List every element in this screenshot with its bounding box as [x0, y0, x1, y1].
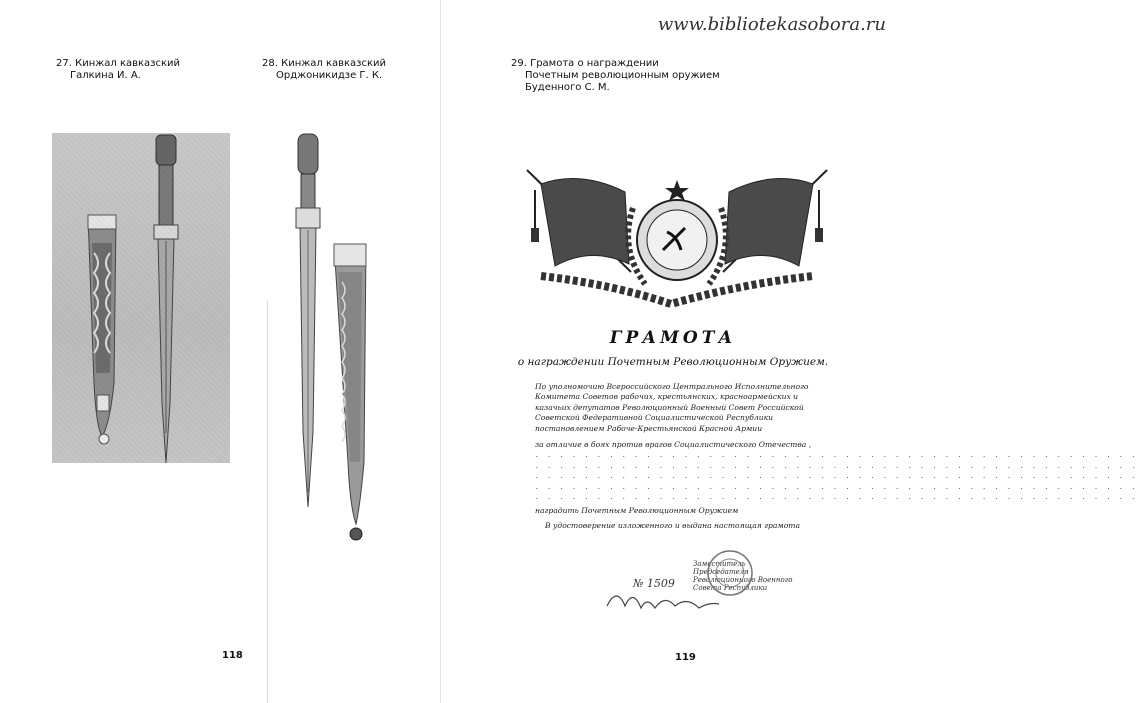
caption-line: Буденного С. М. [525, 82, 610, 93]
caption-number: 27. [56, 58, 72, 69]
emblem-flags-icon [521, 160, 833, 326]
certificate-title: ГРАМОТА [609, 328, 737, 348]
dagger-photo-27 [52, 133, 230, 463]
caption-number: 29. [511, 58, 527, 69]
certificate [513, 160, 1138, 640]
dotted-fill-line: . . . . . . . . . . . . . . . . . . . . . . . . . . . . . . . . . . . . . . . . . . . . . . . . . [535, 493, 1138, 502]
certificate-text: По уполномочию Всероссийского Центрального Исполнительного Комитета Советов рабочих, крестьянских, красноармейских и казачьих депутатов Революционный Военный Совет Российской Советской Федеративной Социалистической Республики постановлением Рабоче-Крестьянской Красной Армии [535, 382, 809, 433]
caption-29 [511, 58, 720, 94]
site-watermark: www.bibliotekasobora.ru [657, 14, 886, 35]
caption-28 [262, 58, 386, 82]
dotted-fill-line: . . . . . . . . . . . . . . . . . . . . . . . . . . . . . . . . . . . . . . . . . . . . . . . . . [535, 472, 1138, 481]
page-number-left: 118 [222, 650, 243, 661]
right-page [441, 0, 1138, 703]
certificate-confirm-line: В удостоверение изложенного и выдана настоящая грамота [545, 520, 801, 530]
caption-line: Кинжал кавказский [281, 58, 387, 69]
page-edge-line [267, 300, 268, 703]
caption-line: Кинжал кавказский [75, 58, 181, 69]
left-page [0, 0, 441, 703]
caption-line: Галкина И. А. [70, 70, 141, 81]
certificate-subtitle: о награждении Почетным Революционным Оружием. [517, 356, 829, 368]
certificate-body [535, 382, 1138, 531]
certificate-signature-title: Заместитель Председателя Революционного Военного Совета Республики [693, 560, 793, 592]
dotted-fill-line: . . . . . . . . . . . . . . . . . . . . . . . . . . . . . . . . . . . . . . . . . . . . . . . . . [535, 451, 1138, 460]
dagger-27-illustration [52, 133, 230, 463]
caption-line: Орджоникидзе Г. К. [276, 70, 383, 81]
dotted-fill-line: . . . . . . . . . . . . . . . . . . . . . . . . . . . . . . . . . . . . . . . . . . . . . . . . . [535, 461, 1138, 470]
handwritten-signature-icon [603, 577, 723, 618]
caption-number: 28. [262, 58, 278, 69]
dagger-28-illustration [290, 132, 380, 544]
page-number-right: 119 [675, 652, 696, 663]
certificate-number: № 1509 [633, 577, 675, 590]
dotted-fill-line: . . . . . . . . . . . . . . . . . . . . . . . . . . . . . . . . . . . . . . . . . . . . . . . . . [535, 482, 1138, 491]
caption-27 [56, 58, 180, 82]
certificate-text: за отличие в боях против врагов Социалистического Отечества , [535, 440, 812, 450]
certificate-award-line: наградить Почетным Революционным Оружием [535, 506, 739, 516]
caption-line: Почетным революционным оружием [525, 70, 720, 81]
caption-line: Грамота о награждении [530, 58, 659, 69]
